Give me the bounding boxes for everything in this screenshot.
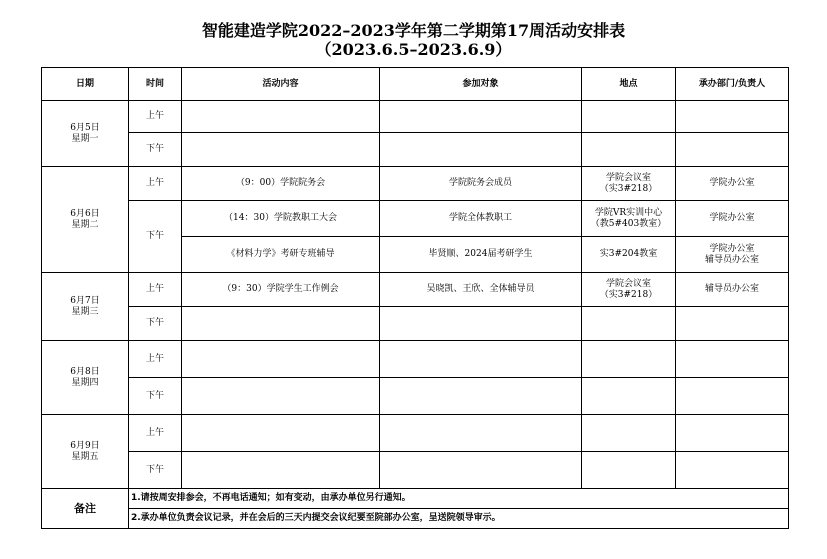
content-cell: （14：30）学院教职工大会 — [182, 201, 380, 237]
content-cell — [182, 341, 380, 378]
notes-row — [42, 489, 789, 509]
date-text: 6月9日 — [70, 440, 100, 451]
table-row — [42, 341, 789, 378]
header-location: 地点 — [582, 68, 676, 101]
participants-cell — [380, 452, 582, 489]
organizer-cell — [676, 378, 789, 415]
period-cell: 上午 — [129, 273, 182, 307]
header-content: 活动内容 — [182, 68, 380, 101]
page-title: 智能建造学院2022–2023学年第二学期第17周活动安排表 — [201, 21, 626, 40]
period-cell: 下午 — [129, 307, 182, 341]
period-cell: 下午 — [129, 201, 182, 273]
notes-label: 备注 — [42, 489, 129, 529]
date-text: 6月6日 — [70, 208, 100, 219]
header-organizer: 承办部门/负责人 — [676, 68, 789, 101]
organizer-cell: 学院办公室 — [676, 167, 789, 201]
participants-cell — [380, 307, 582, 341]
organizer-cell — [676, 133, 789, 167]
participants-cell — [380, 133, 582, 167]
period-cell: 下午 — [129, 133, 182, 167]
table-row — [42, 378, 789, 415]
content-cell — [182, 378, 380, 415]
weekday-text: 星期五 — [71, 451, 99, 462]
organizer-cell — [676, 307, 789, 341]
organizer-cell — [676, 101, 789, 133]
notes-row — [42, 509, 789, 529]
location-cell — [582, 378, 676, 415]
location-cell: 学院VR实训中心 （教5#403教室） — [582, 201, 676, 237]
content-cell — [182, 307, 380, 341]
table-row — [42, 415, 789, 452]
table-row — [42, 101, 789, 133]
organizer-cell: 学院办公室 — [676, 201, 789, 237]
table-row — [42, 307, 789, 341]
table-row — [42, 201, 789, 237]
header-date: 日期 — [42, 68, 129, 101]
page-subtitle: （2023.6.5–2023.6.9） — [315, 40, 512, 59]
location-cell — [582, 415, 676, 452]
location-cell: 学院会议室 （实3#218） — [582, 273, 676, 307]
period-cell: 上午 — [129, 101, 182, 133]
organizer-cell: 学院办公室 辅导员办公室 — [676, 237, 789, 273]
participants-cell — [380, 415, 582, 452]
schedule-table — [41, 67, 789, 529]
participants-cell: 学院全体教职工 — [380, 201, 582, 237]
period-cell: 上午 — [129, 167, 182, 201]
table-row — [42, 133, 789, 167]
weekday-text: 星期四 — [71, 377, 99, 388]
content-cell: 《材料力学》考研专班辅导 — [182, 237, 380, 273]
participants-cell: 学院院务会成员 — [380, 167, 582, 201]
period-cell: 下午 — [129, 452, 182, 489]
organizer-cell — [676, 341, 789, 378]
content-cell — [182, 452, 380, 489]
organizer-cell — [676, 452, 789, 489]
table-row — [42, 273, 789, 307]
date-text: 6月5日 — [70, 122, 100, 133]
date-cell — [42, 273, 129, 341]
location-cell: 学院会议室 （实3#218） — [582, 167, 676, 201]
note-line-1: 1.请按周安排参会，不再电话通知；如有变动，由承办单位另行通知。 — [129, 489, 789, 509]
participants-cell — [380, 378, 582, 415]
date-cell — [42, 341, 129, 415]
period-cell: 下午 — [129, 378, 182, 415]
weekday-text: 星期一 — [71, 133, 99, 144]
table-row — [42, 452, 789, 489]
weekday-text: 星期二 — [71, 219, 99, 230]
location-cell — [582, 341, 676, 378]
location-cell — [582, 101, 676, 133]
date-cell — [42, 415, 129, 489]
content-cell — [182, 101, 380, 133]
location-cell — [582, 307, 676, 341]
header-participants: 参加对象 — [380, 68, 582, 101]
date-text: 6月7日 — [70, 295, 100, 306]
location-cell: 实3#204教室 — [582, 237, 676, 273]
content-cell: （9：30）学院学生工作例会 — [182, 273, 380, 307]
weekday-text: 星期三 — [71, 306, 99, 317]
date-cell — [42, 101, 129, 167]
location-cell — [582, 133, 676, 167]
location-cell — [582, 452, 676, 489]
participants-cell: 毕贤顺、2024届考研学生 — [380, 237, 582, 273]
table-row — [42, 167, 789, 201]
content-cell — [182, 133, 380, 167]
date-text: 6月8日 — [70, 366, 100, 377]
date-cell — [42, 167, 129, 273]
content-cell — [182, 415, 380, 452]
participants-cell — [380, 101, 582, 133]
period-cell: 上午 — [129, 415, 182, 452]
note-line-2: 2.承办单位负责会议记录，并在会后的三天内提交会议纪要至院部办公室，呈送院领导审示。 — [129, 509, 789, 529]
organizer-cell: 辅导员办公室 — [676, 273, 789, 307]
content-cell: （9：00）学院院务会 — [182, 167, 380, 201]
header-row — [42, 68, 789, 101]
participants-cell: 吴晓凯、王欣、全体辅导员 — [380, 273, 582, 307]
header-time: 时间 — [129, 68, 182, 101]
organizer-cell — [676, 415, 789, 452]
period-cell: 上午 — [129, 341, 182, 378]
participants-cell — [380, 341, 582, 378]
